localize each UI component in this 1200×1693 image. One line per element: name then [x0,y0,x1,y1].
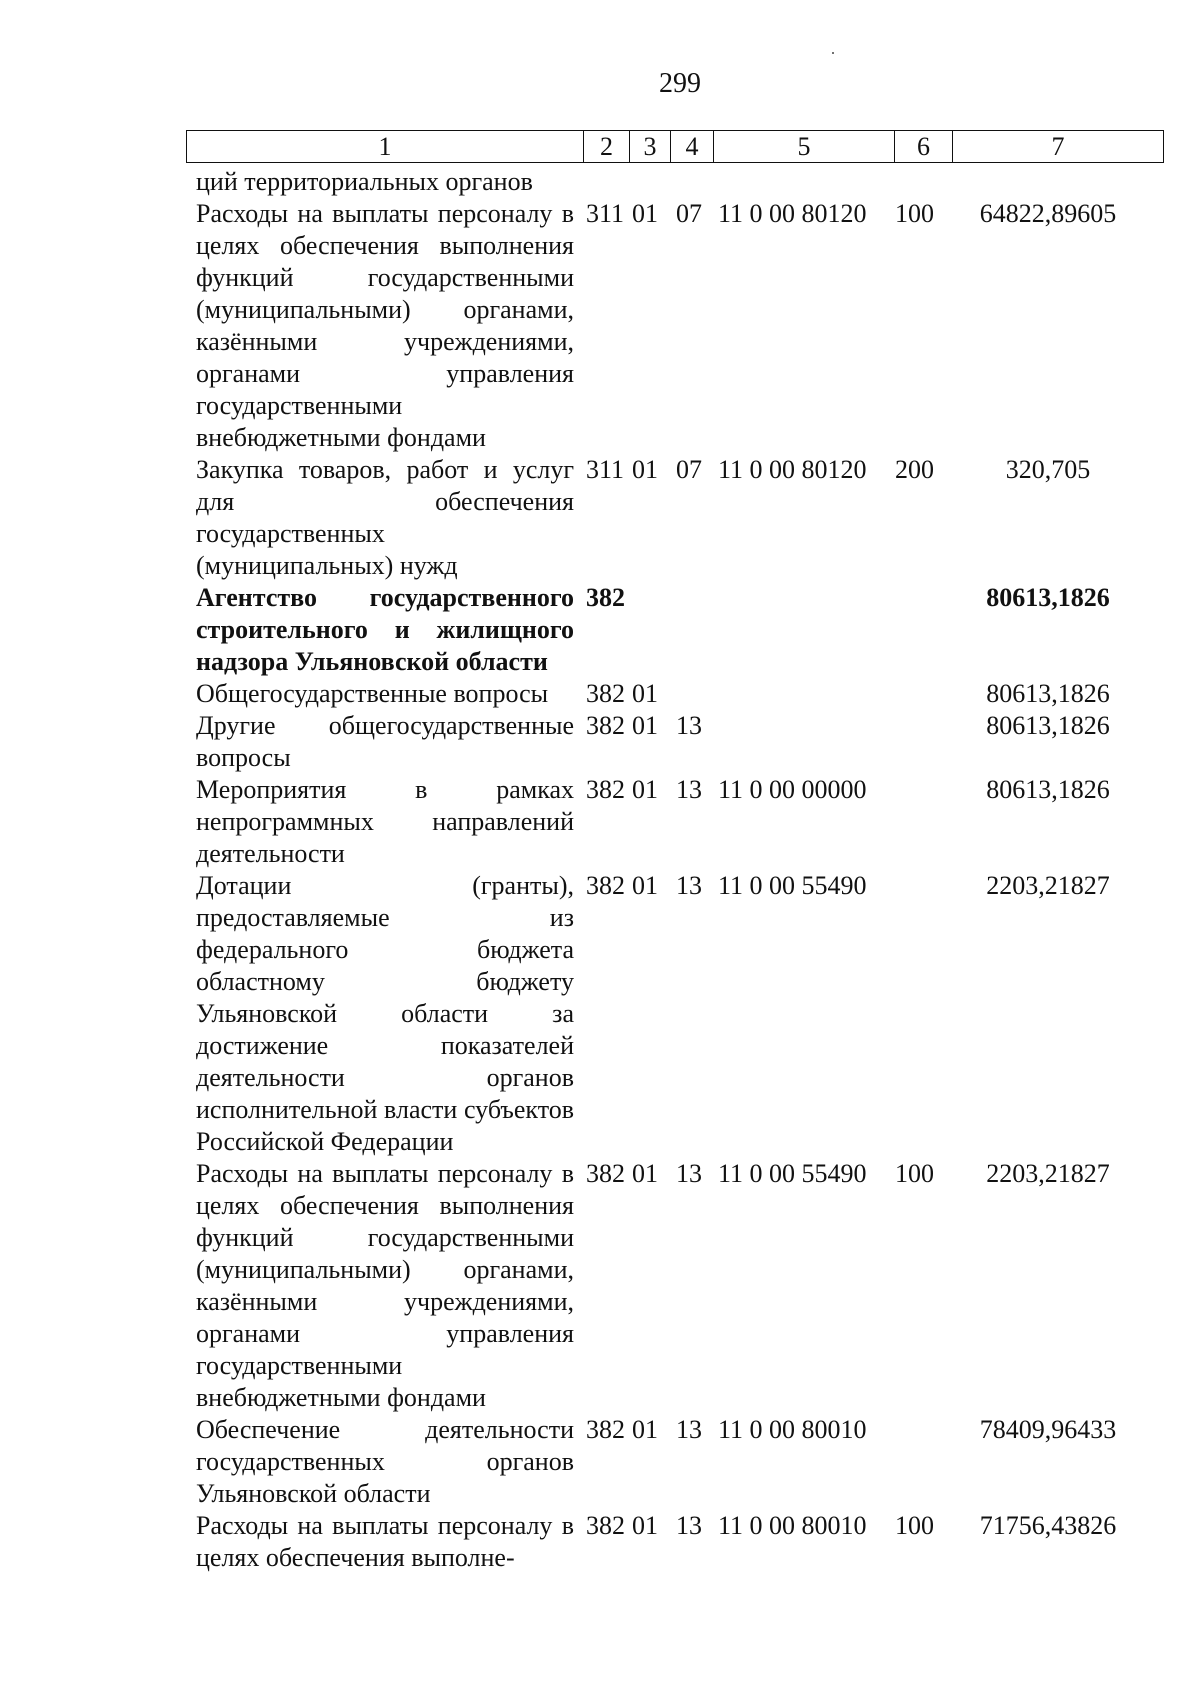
row-code-subsection: 13 [676,1159,702,1188]
row-code-ministry: 382 [586,1159,625,1188]
header-col-3: 3 [630,131,671,162]
row-code-subsection: 13 [676,1511,702,1540]
row-code-subsection: 13 [676,871,702,900]
table-row-agency [196,582,1196,678]
row-code-target: 11 0 00 55490 [718,1159,867,1188]
row-code-section: 01 [632,1511,658,1540]
row-code-section: 01 [632,1415,658,1444]
row-code-section: 01 [632,199,658,228]
row-name: Расходы на выплаты персоналу в целях обеспечения выполне- [196,1511,574,1572]
row-name: ций территориальных органов [196,167,533,196]
row-code-target: 11 0 00 00000 [718,775,867,804]
row-code-expense-type: 200 [895,455,934,484]
table-row [196,774,1196,870]
row-amount: 80613,1826 [986,711,1110,740]
row-code-subsection: 13 [676,711,702,740]
header-col-7: 7 [1051,132,1065,161]
row-name: Мероприятия в рамках непрограммных направлений деятельности [196,775,574,868]
row-name: Расходы на выплаты персоналу в целях обеспечения выполнения функций государственными (муниципальными) органами, казёнными учреждениями, органами управления государственными внебюджетными фондами [196,199,574,452]
table-row [196,198,1196,454]
table-row [196,166,1196,198]
row-code-ministry: 382 [586,871,625,900]
row-amount: 2203,21827 [986,1159,1110,1188]
row-amount: 2203,21827 [986,871,1110,900]
row-name: Агентство государственного строительного и жилищного надзора Ульяновской области [196,583,574,676]
row-amount: 80613,1826 [986,679,1110,708]
table-row [196,678,1196,710]
row-code-section: 01 [632,455,658,484]
scan-speck [832,52,834,54]
row-code-subsection: 13 [676,1415,702,1444]
row-amount: 64822,89605 [979,199,1117,228]
row-code-expense-type: 100 [895,1511,934,1540]
row-code-expense-type: 100 [895,199,934,228]
page-number: 299 [659,68,701,99]
row-code-expense-type: 100 [895,1159,934,1188]
row-name: Дотации (гранты), предоставляемые из федерального бюджета областному бюджету Ульяновской области за достижение показателей деятельности органов исполнительной власти субъектов Российской Федерации [196,871,574,1156]
table-row [196,1414,1196,1510]
row-code-ministry: 382 [586,583,625,612]
row-code-target: 11 0 00 55490 [718,871,867,900]
row-code-ministry: 382 [586,711,625,740]
table-row [196,454,1196,582]
header-col-5: 5 [714,131,895,162]
row-code-section: 01 [632,775,658,804]
row-amount: 71756,43826 [979,1511,1117,1540]
table-row [196,1510,1196,1574]
row-name: Закупка товаров, работ и услуг для обеспечения государственных (муниципальных) нужд [196,455,574,580]
row-code-subsection: 07 [676,455,702,484]
row-name: Другие общегосударственные вопросы [196,711,574,772]
row-name: Общегосударственные вопросы [196,679,549,708]
row-code-section: 01 [632,679,658,708]
row-code-ministry: 311 [586,455,625,484]
table-row [196,1158,1196,1414]
header-col-1: 1 [187,131,584,162]
row-code-subsection: 13 [676,775,702,804]
row-code-section: 01 [632,1159,658,1188]
row-code-target: 11 0 00 80010 [718,1415,867,1444]
table-body [196,166,1196,1574]
header-col-2: 2 [584,131,630,162]
row-code-ministry: 382 [586,1415,625,1444]
row-code-ministry: 382 [586,679,625,708]
table-row [196,870,1196,1158]
row-code-subsection: 07 [676,199,702,228]
header-col-6: 6 [895,131,953,162]
table-header [186,130,1164,163]
header-col-4: 4 [671,131,714,162]
row-amount: 80613,1826 [986,775,1110,804]
row-code-target: 11 0 00 80010 [718,1511,867,1540]
row-code-ministry: 311 [586,199,625,228]
row-amount: 320,705 [1005,455,1091,484]
row-code-target: 11 0 00 80120 [718,199,867,228]
row-code-target: 11 0 00 80120 [718,455,867,484]
row-code-section: 01 [632,871,658,900]
row-amount: 78409,96433 [979,1415,1117,1444]
row-code-ministry: 382 [586,1511,625,1540]
row-name: Расходы на выплаты персоналу в целях обеспечения выполнения функций государственными (муниципальными) органами, казёнными учреждениями, органами управления государственными внебюджетными фондами [196,1159,574,1412]
table-row [196,710,1196,774]
row-amount: 80613,1826 [986,583,1110,612]
row-code-ministry: 382 [586,775,625,804]
row-code-section: 01 [632,711,658,740]
row-name: Обеспечение деятельности государственных органов Ульяновской области [196,1415,574,1508]
